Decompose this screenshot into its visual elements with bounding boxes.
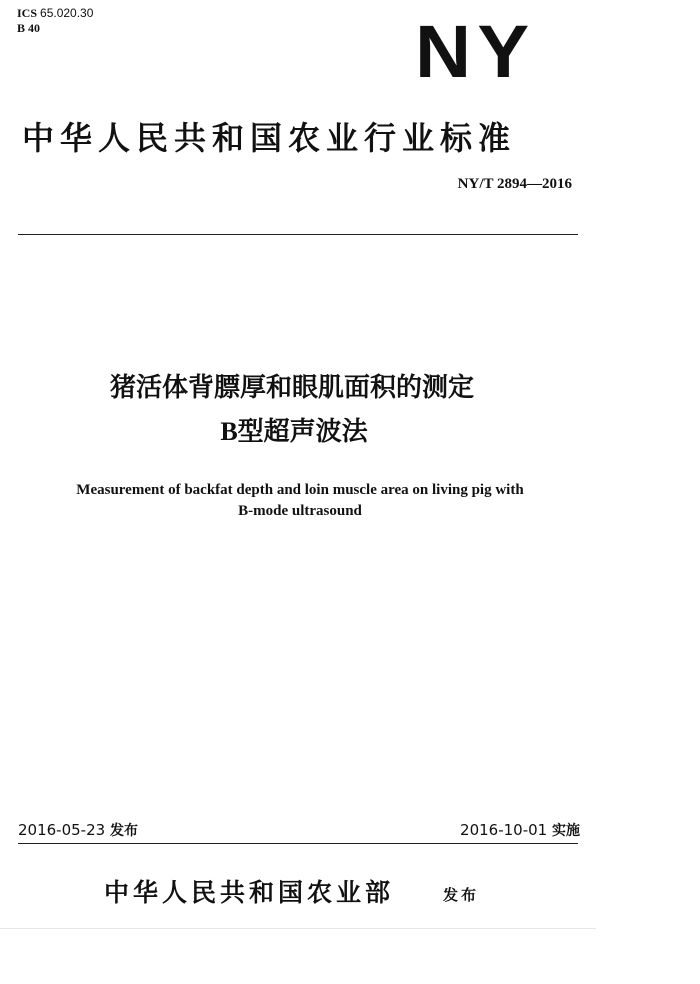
ics-label: ICS bbox=[17, 6, 38, 20]
top-divider bbox=[18, 234, 578, 235]
footer-faint-line bbox=[0, 928, 596, 929]
ccs-code: B 40 bbox=[17, 21, 41, 35]
issue-date bbox=[18, 820, 138, 840]
title-en-line1: Measurement of backfat depth and loin muscle area on living pig with bbox=[76, 482, 524, 498]
ics-line bbox=[17, 6, 93, 21]
title-cn-line2-rest: 型超声波法 bbox=[237, 417, 368, 447]
implement-date bbox=[460, 820, 580, 840]
publisher-suffix: 发布 bbox=[443, 886, 480, 904]
classification-block bbox=[17, 6, 93, 36]
issue-date-label: 发布 bbox=[109, 823, 138, 839]
publisher-name: 中华人民共和国农业部 bbox=[104, 878, 395, 907]
ny-logo: NY bbox=[415, 10, 536, 93]
standard-type-heading: 中华人民共和国农业行业标准 bbox=[22, 119, 517, 157]
title-cn-line1: 猪活体背膘厚和眼肌面积的测定 bbox=[109, 373, 474, 403]
standard-number: NY/T 2894—2016 bbox=[457, 176, 572, 192]
bottom-divider bbox=[18, 843, 578, 844]
implement-date-value: 2016-10-01 bbox=[460, 821, 548, 839]
title-cn-line2 bbox=[0, 411, 594, 448]
implement-date-label: 实施 bbox=[552, 823, 580, 839]
ics-code: 65.020.30 bbox=[40, 6, 94, 20]
title-cn-line2-latin: B bbox=[220, 417, 238, 446]
issue-date-value: 2016-05-23 bbox=[18, 821, 106, 839]
title-en-line2: B-mode ultrasound bbox=[238, 503, 362, 519]
